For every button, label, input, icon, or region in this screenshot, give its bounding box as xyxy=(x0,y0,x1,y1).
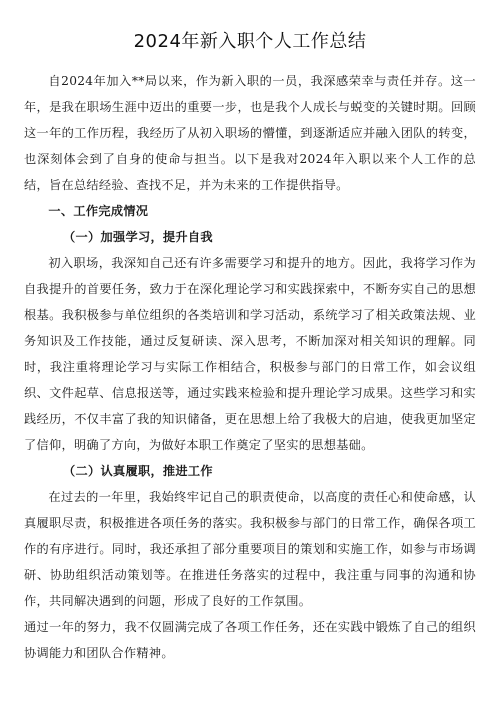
intro-paragraph: 自2024年加入**局以来，作为新入职的一员，我深感荣幸与责任并存。这一年，是我在职场生涯中迈出的重要一步，也是我个人成长与蜕变的关键时期。回顾这一年的工作历程，我经历了从初入职场的懵懂，到逐渐适应并融入团队的转变，也深刻体会到了自身的使命与担当。以下是我对2024年入职以来个人工作的总结，旨在总结经验、查找不足，并为未来的工作提供指导。 xyxy=(24,74,476,192)
duty-paragraph: 在过去的一年里，我始终牢记自己的职责使命，以高度的责任心和使命感，认真履职尽责，积极推进各项任务的落实。我积极参与部门的日常工作，确保各项工作的有序进行。同时，我还承担了部分重要项目的策划和实施工作，如参与市场调研、协助组织活动策划等。在推进任务落实的过程中，我注重与同事的沟通和协作，共同解决遇到的问题，形成了良好的工作氛围。 xyxy=(24,490,476,608)
closing-paragraph: 通过一年的努力，我不仅圆满完成了各项工作任务，还在实践中锻炼了自己的组织协调能力和团队合作精神。 xyxy=(24,620,476,660)
subsection-heading-duty: （二）认真履职，推进工作 xyxy=(63,464,213,478)
study-paragraph: 初入职场，我深知自己还有许多需要学习和提升的地方。因此，我将学习作为自我提升的首要任务，致力于在深化理论学习和实践探索中，不断夯实自己的思想根基。我积极参与单位组织的各类培训和学习活动，系统学习了相关政策法规、业务知识及工作技能，通过反复研读、深入思考，不断加深对相关知识的理解。同时，我注重将理论学习与实际工作相结合，积极参与部门的日常工作，如会议组织、文件起草、信息报送等，通过实践来检验和提升理论学习成果。这些学习和实践经历，不仅丰富了我的知识储备，更在思想上给了我极大的启迪，使我更加坚定了信仰，明确了方向，为做好本职工作奠定了坚实的思想基础。 xyxy=(24,256,476,452)
subsection-heading-study: （一）加强学习，提升自我 xyxy=(63,230,213,244)
section-heading-work-completion: 一、工作完成情况 xyxy=(48,204,149,218)
document-title: 2024年新入职个人工作总结 xyxy=(133,31,367,52)
